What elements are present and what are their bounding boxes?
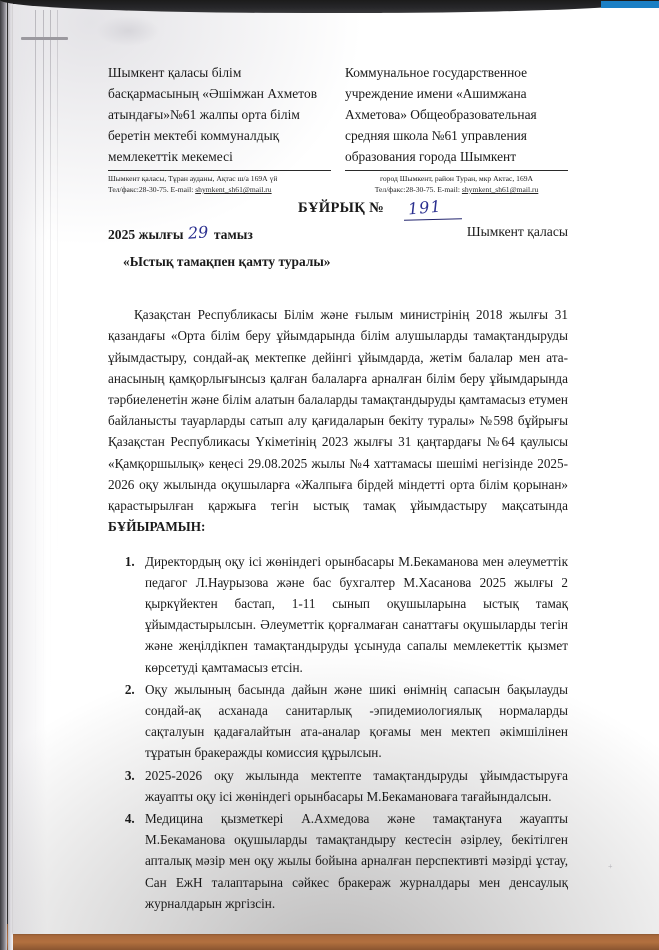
order-item: 1. Директордың оқу ісі жөніндегі орынбасары М.Бекаманова мен әлеуметтік педагог Л.Наурызова және бас бухгалтер М.Хасанова 2025 жылғы 2 қыркүйектен бастап, 1-11 сынып оқушыларына ыстық тамақ ұйымдастырылсын. Әлеуметтік қорғалмаған санаттағы оқушыларды тегін және жеңілдікпен тамақтандыруды ұсынуда сапалы мемлекеттік қызмет көрсетуді қамтамасыз етсін. bbox=[138, 551, 568, 678]
letterhead-phone-label-russian: Тел/факс:28-30-75. E-mail: bbox=[374, 185, 460, 194]
order-preamble bbox=[108, 304, 568, 537]
order-item: 2. Оқу жылының басында дайын және шикі өнімнің сапасын бақылауды сондай-ақ асханада санитарлық -эпидемиологиялық нормаларды сақталуын қадағалайтын ата-аналар қоғамы мен мектеп әкімшілінен тұратын бракеражды комиссия құрылсын. bbox=[138, 679, 568, 764]
order-preamble-emphasis: БҰЙЫРАМЫН: bbox=[108, 519, 206, 535]
order-title: БҰЙРЫҚ № bbox=[298, 200, 385, 216]
letterhead-phone-label-kazakh: Тел/факс:28-30-75. E-mail: bbox=[108, 185, 194, 194]
letterhead-russian-column bbox=[345, 62, 568, 195]
letterhead-kazakh-column bbox=[108, 62, 331, 195]
order-subject: «Ыстық тамақпен қамту туралы» bbox=[123, 254, 331, 269]
scan-dot-mark: + bbox=[608, 862, 613, 871]
order-city: Шымкент қаласы bbox=[466, 224, 568, 239]
order-heading-row bbox=[108, 196, 568, 246]
letterhead-phone-email-russian bbox=[345, 184, 568, 195]
letterhead bbox=[108, 62, 568, 195]
letterhead-contact-russian bbox=[345, 171, 568, 195]
order-item: 4. Медицина қызметкері А.Ахмедова және тамақтануға жауапты М.Бекаманова оқушыларды тамақтандыру кестесін әзірлеу, бекітілген апталық мәзір мен оқу жылы бойына арналған перспективті мәзірді ұстау, Сан ЕжН талаптарына сәйкес бракераж журналдары мен денсаулық журналдарын жргізсін. bbox=[138, 808, 568, 914]
order-preamble-text: Қазақстан Республикасы Білім және ғылым министрінің 2018 жылғы 31 қазандағы «Орта білім беру ұйымдарында білім алушыларды тамақтандыруды ұйымдастыру, сондай-ақ мектепке дейінгі ұйымдарда, жетім балалар мен ата-анасының қамқорлығынсыз қалған балаларға арналған білім беру ұйымдарында тәрбиеленетін және білім алатын балаларды тамақтандыруды қамтамасыз етумен байланысты тауарларды сатып алу қағидаларын бекіту туралы» №598 бұйрығы Қазақстан Республикасы Үкіметінің 2023 жылғы 31 қаңтардағы №64 қаулысы «Қамқоршылық» кеңесі 29.08.2025 жылы №4 хаттамасы шешімі негізінде 2025-2026 оқу жылында оқушыларға «Жалпыға бірдей міндетті орта білім қорынан» қарастырылған қаржыға тегін ыстық тамақ ұйымдастыру мақсатында bbox=[108, 307, 568, 514]
order-date bbox=[108, 224, 253, 243]
paper-sheet bbox=[13, 4, 659, 934]
order-number-underline bbox=[404, 218, 462, 221]
scan-left-edge-shadow bbox=[0, 0, 7, 950]
letterhead-organization-russian: Коммунальное государственное учреждение имени «Ашимжана Ахметова» Общеобразовательная средняя школа №61 управления образования города Шымкент bbox=[345, 65, 537, 164]
order-date-month: тамыз bbox=[213, 227, 253, 242]
order-number-handwritten: 191 bbox=[407, 196, 443, 219]
order-items-list bbox=[108, 551, 568, 914]
letterhead-organization-kazakh: Шымкент қаласы білім басқармасының «Әшімжан Ахметов атындағы»№61 жалпы орта білім беретін мектебі коммуналдық мемлекеттік мекемесі bbox=[108, 65, 318, 164]
order-body bbox=[108, 291, 568, 915]
order-date-day-handwritten: 29 bbox=[187, 222, 210, 243]
document-content bbox=[13, 4, 659, 934]
order-item: 3. 2025-2026 оқу жылында мектепте тамақтандыруды ұйымдастыруға жауапты оқу ісі жөніндегі орынбасары М.Бекамановаға тағайындалсын. bbox=[138, 765, 568, 807]
order-date-prefix: 2025 жылғы bbox=[108, 227, 184, 242]
letterhead-address-russian: город Шымкент, район Туран, мкр Актас, 169А bbox=[379, 174, 534, 183]
letterhead-email-kazakh[interactable]: shymkent_sh61@mail.ru bbox=[195, 185, 272, 194]
letterhead-phone-email-kazakh bbox=[108, 184, 331, 195]
letterhead-contact-kazakh bbox=[108, 171, 331, 195]
letterhead-address-kazakh: Шымкент қаласы, Тұран ауданы, Ақтас ш/а 169А үй bbox=[108, 174, 278, 183]
letterhead-email-russian[interactable]: shymkent_sh61@mail.ru bbox=[461, 185, 539, 194]
